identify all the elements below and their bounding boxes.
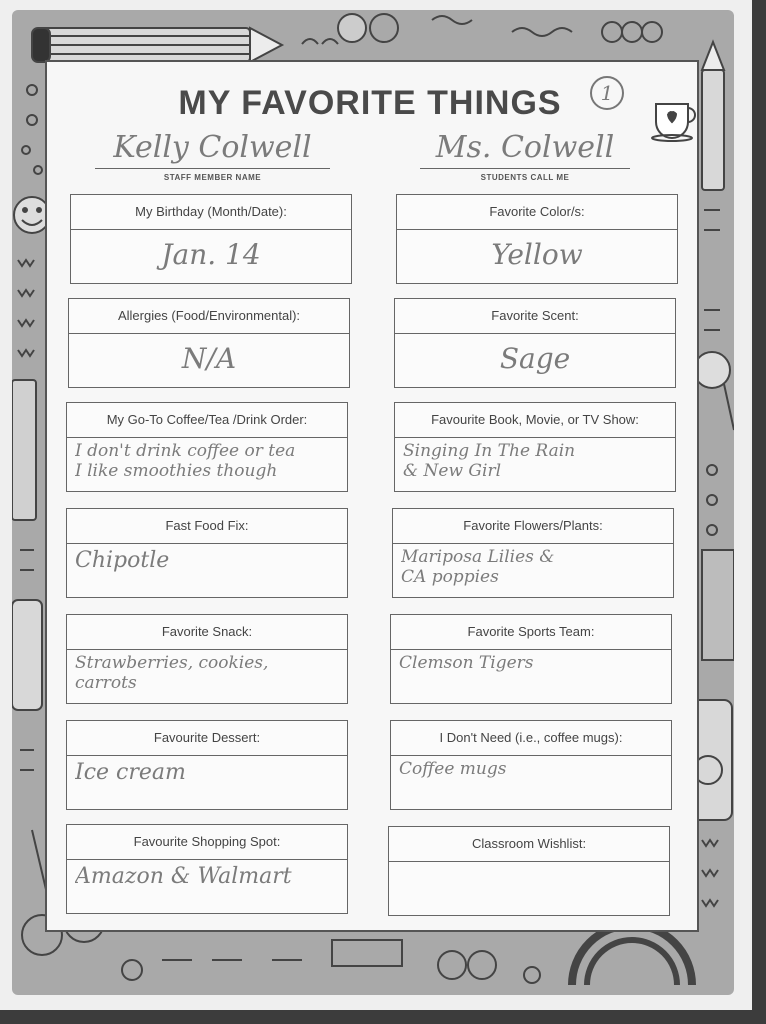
- students-call-me-caption: STUDENTS CALL ME: [480, 173, 570, 182]
- favorite-color-field[interactable]: [396, 194, 678, 284]
- flowers-plants-field[interactable]: [392, 508, 674, 598]
- book-movie-tv-field[interactable]: [394, 402, 676, 492]
- rainbow-icon: [572, 925, 692, 985]
- dessert-field[interactable]: [66, 720, 348, 810]
- field-label: Favorite Sports Team:: [391, 615, 671, 650]
- field-label: Favorite Snack:: [67, 615, 347, 650]
- field-value: Chipotle: [75, 549, 170, 573]
- field-label: Allergies (Food/Environmental):: [69, 299, 349, 334]
- magnifier-icon: [694, 352, 734, 430]
- field-value: Sage: [499, 342, 571, 375]
- sports-team-field[interactable]: [390, 614, 672, 704]
- field-label: Fast Food Fix:: [67, 509, 347, 544]
- page-title: MY FAVORITE THINGS: [178, 84, 562, 122]
- coffee-cup-icon: [648, 88, 704, 144]
- field-label: Favourite Shopping Spot:: [67, 825, 347, 860]
- page-number-badge: 1: [590, 76, 624, 110]
- field-label: I Don't Need (i.e., coffee mugs):: [391, 721, 671, 756]
- field-label: Favorite Color/s:: [397, 195, 677, 230]
- field-value: [397, 865, 661, 913]
- dont-need-field[interactable]: [390, 720, 672, 810]
- field-value: Singing In The Rain & New Girl: [403, 441, 576, 481]
- field-label: Favourite Dessert:: [67, 721, 347, 756]
- pencil-icon: [702, 42, 724, 190]
- field-value: N/A: [181, 342, 237, 375]
- favorite-scent-field[interactable]: [394, 298, 676, 388]
- classroom-wishlist-field[interactable]: [388, 826, 670, 916]
- field-value: Yellow: [491, 238, 583, 271]
- field-label: My Birthday (Month/Date):: [71, 195, 351, 230]
- field-label: Classroom Wishlist:: [389, 827, 669, 862]
- snack-field[interactable]: [66, 614, 348, 704]
- staff-name-caption: STAFF MEMBER NAME: [163, 173, 262, 182]
- students-call-me-value: Ms. Colwell: [435, 130, 615, 165]
- field-value: Ice cream: [75, 761, 186, 785]
- shopping-spot-field[interactable]: [66, 824, 348, 914]
- drink-order-field[interactable]: [66, 402, 348, 492]
- pencil-icon: [32, 28, 282, 62]
- field-value: Clemson Tigers: [399, 653, 534, 673]
- staff-name-underline: [95, 168, 330, 169]
- students-call-me-field[interactable]: [420, 130, 630, 186]
- field-value: Mariposa Lilies & CA poppies: [401, 547, 555, 587]
- staff-name-field[interactable]: [95, 130, 330, 186]
- field-label: Favorite Scent:: [395, 299, 675, 334]
- allergies-field[interactable]: [68, 298, 350, 388]
- field-label: Favorite Flowers/Plants:: [393, 509, 673, 544]
- staff-name-value: Kelly Colwell: [113, 130, 312, 165]
- field-value: Jan. 14: [161, 238, 261, 271]
- field-value: Strawberries, cookies, carrots: [75, 653, 269, 693]
- field-value: Amazon & Walmart: [75, 865, 292, 889]
- field-value: I don't drink coffee or tea I like smoothies though: [75, 441, 296, 481]
- students-call-me-underline: [420, 168, 630, 169]
- fast-food-field[interactable]: [66, 508, 348, 598]
- field-value: Coffee mugs: [399, 759, 507, 779]
- field-label: My Go-To Coffee/Tea /Drink Order:: [67, 403, 347, 438]
- field-label: Favourite Book, Movie, or TV Show:: [395, 403, 675, 438]
- birthday-field[interactable]: [70, 194, 352, 284]
